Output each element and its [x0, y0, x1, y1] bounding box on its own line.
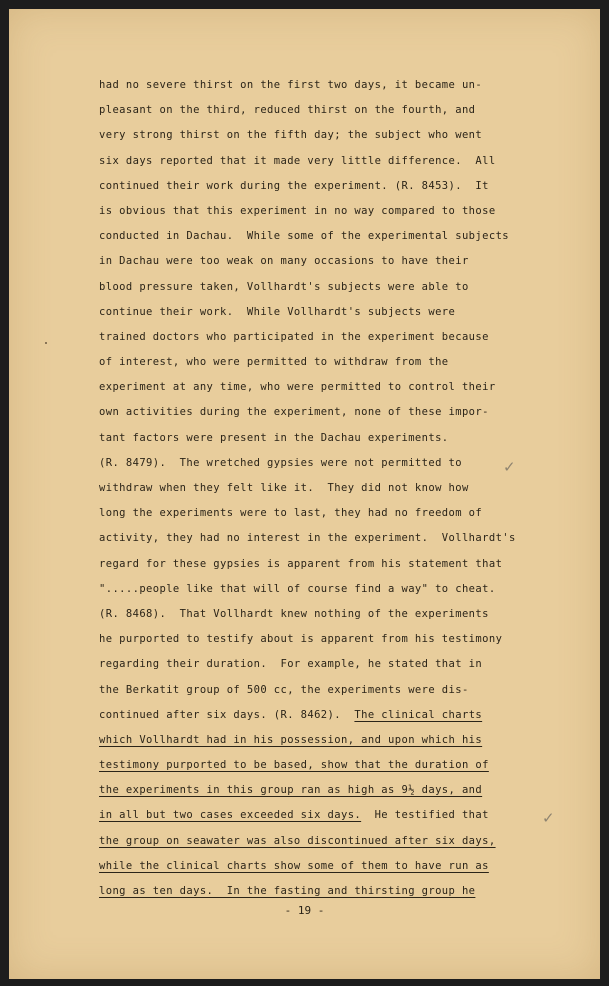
text-line [99, 627, 569, 652]
text-line [99, 476, 569, 501]
line-text: experiment at any time, who were permitted to control their [99, 381, 496, 394]
text-line [99, 778, 569, 803]
line-text: (R. 8468). That Vollhardt knew nothing of the experiments [99, 607, 489, 620]
line-text: had no severe thirst on the first two days, it became un- [99, 79, 483, 91]
text-line [99, 703, 569, 728]
line-text: very strong thirst on the fifth day; the subject who went [99, 129, 483, 142]
underlined-text: The clinical charts [354, 708, 483, 721]
text-line [99, 325, 569, 350]
text-line [99, 350, 569, 375]
line-text: conducted in Dachau. While some of the experimental subjects [99, 230, 510, 243]
text-line [99, 526, 569, 551]
text-line [99, 249, 569, 274]
line-text: continue their work. While Vollhardt's subjects were [99, 305, 456, 318]
text-line [99, 98, 569, 123]
line-text: is obvious that this experiment in no way compared to those [99, 204, 496, 217]
text-line [99, 149, 569, 174]
line-text: in all but two cases exceeded six days. [99, 809, 362, 822]
text-line [99, 678, 569, 703]
text-line [99, 803, 569, 828]
text-line [99, 73, 569, 98]
line-text: which Vollhardt had in his possession, and upon which his [99, 733, 483, 746]
line-text: six days reported that it made very little difference. All [99, 154, 496, 167]
text-line [99, 552, 569, 577]
line-text: (R. 8479). The wretched gypsies were not permitted to [99, 456, 462, 469]
line-text: withdraw when they felt like it. They did not know how [99, 482, 469, 494]
text-line [99, 375, 569, 400]
line-text-tail: He testified that [361, 809, 489, 822]
line-text: regard for these gypsies is apparent from his statement that [99, 557, 503, 570]
text-line [99, 501, 569, 526]
line-text: activity, they had no interest in the experiment. Vollhardt's [99, 532, 516, 545]
line-text: own activities during the experiment, none of these impor- [99, 406, 489, 419]
ink-speck [45, 342, 47, 344]
text-line [99, 829, 569, 854]
line-text: regarding their duration. For example, he stated that in [99, 658, 483, 671]
text-line [99, 199, 569, 224]
text-line [99, 426, 569, 451]
margin-check-mark: ✓ [503, 458, 516, 476]
text-line [99, 300, 569, 325]
line-text: long the experiments were to last, they had no freedom of [99, 507, 483, 520]
line-text: continued after six days. (R. 8462). [99, 708, 355, 721]
line-text: testimony purported to be based, show that the duration of [99, 759, 489, 772]
text-line [99, 854, 569, 879]
text-line [99, 602, 569, 627]
line-text: he purported to testify about is apparent from his testimony [99, 633, 503, 646]
text-line [99, 652, 569, 677]
text-line [99, 879, 569, 904]
line-text: trained doctors who participated in the experiment because [99, 330, 489, 343]
line-text: of interest, who were permitted to withdraw from the [99, 356, 449, 369]
text-line [99, 451, 569, 476]
text-line [99, 123, 569, 148]
line-text: long as ten days. In the fasting and thirsting group he [99, 885, 476, 897]
line-text: tant factors were present in the Dachau experiments. [99, 431, 449, 444]
document-page [9, 9, 600, 979]
text-line [99, 728, 569, 753]
text-line [99, 174, 569, 199]
text-line [99, 400, 569, 425]
line-text: blood pressure taken, Vollhardt's subjects were able to [99, 280, 469, 293]
typed-body-text [99, 73, 569, 904]
line-text: the experiments in this group ran as high as 9½ days, and [99, 784, 483, 797]
line-text: while the clinical charts show some of them to have run as [99, 859, 489, 872]
line-text: in Dachau were too weak on many occasions to have their [99, 255, 469, 268]
text-line [99, 577, 569, 602]
text-line [99, 224, 569, 249]
line-text: continued their work during the experiment. (R. 8453). It [99, 179, 489, 192]
page-number: - 19 - [284, 904, 325, 917]
line-text: the group on seawater was also discontinued after six days, [99, 834, 496, 847]
line-text: ".....people like that will of course find a way" to cheat. [99, 582, 496, 595]
line-text: the Berkatit group of 500 cc, the experiments were dis- [99, 683, 469, 696]
text-line [99, 275, 569, 300]
text-line [99, 753, 569, 778]
line-text: pleasant on the third, reduced thirst on the fourth, and [99, 104, 476, 117]
margin-check-mark: ✓ [542, 809, 555, 827]
